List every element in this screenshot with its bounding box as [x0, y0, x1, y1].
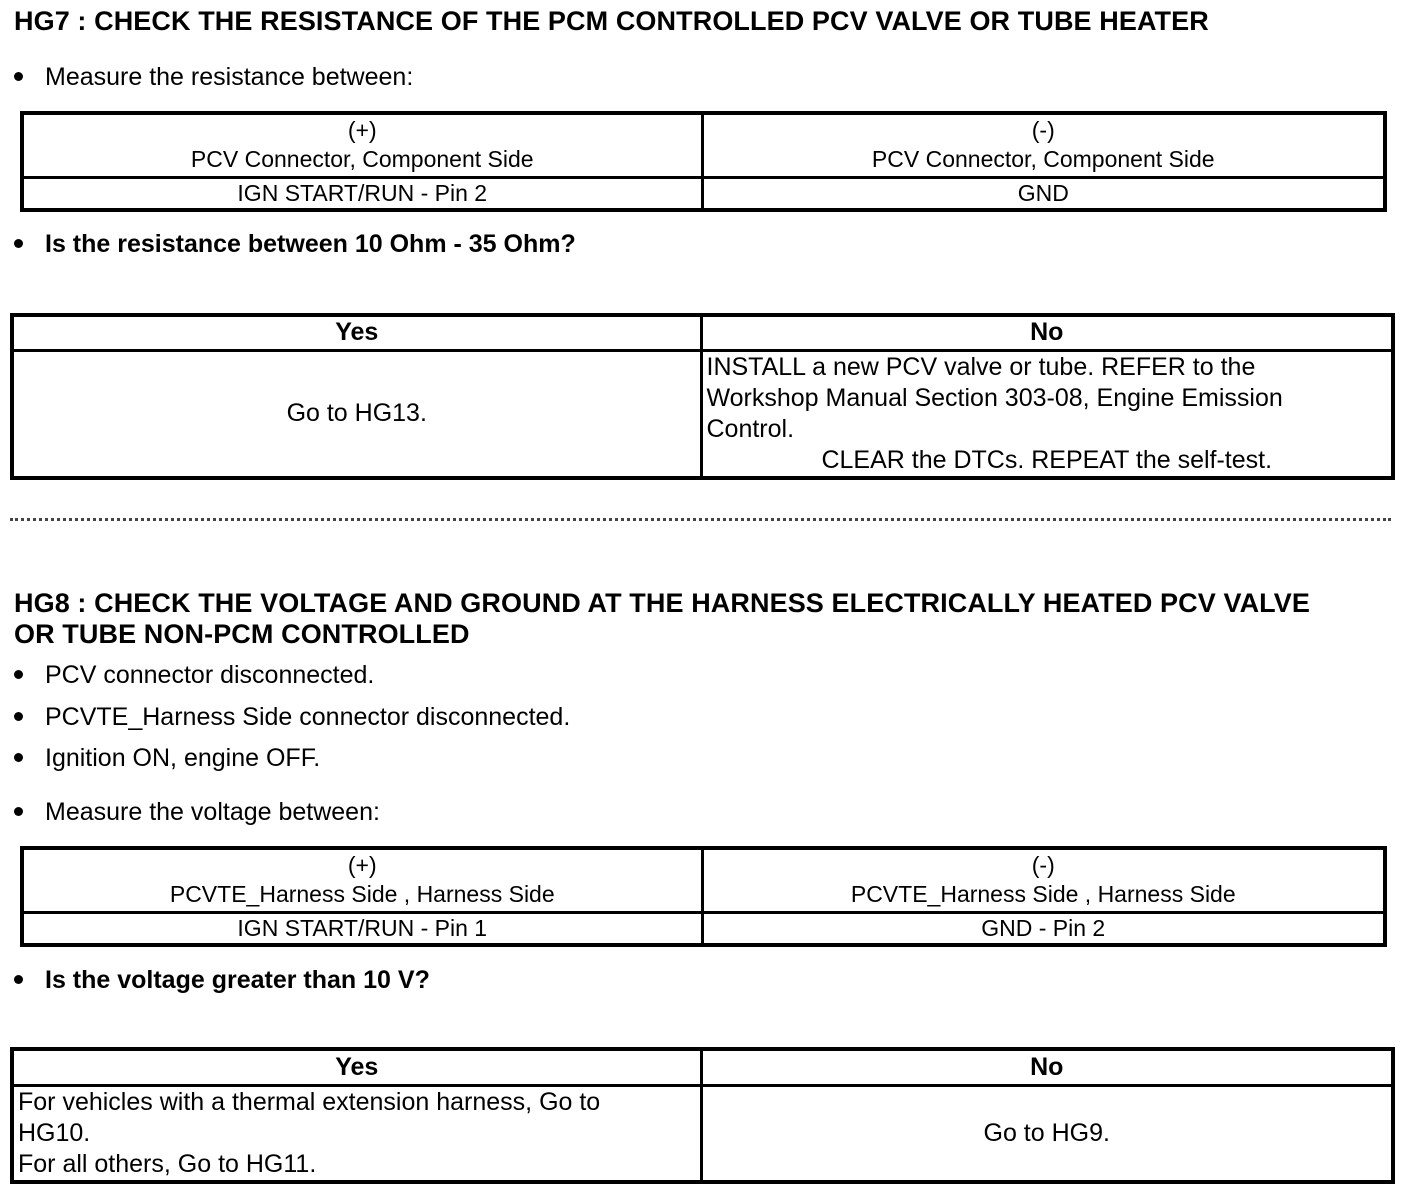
hg8-condition-item	[14, 743, 320, 773]
hg8-condition-item	[14, 660, 374, 690]
plus-connector: PCV Connector, Component Side	[190, 146, 534, 173]
hg8-no-action: Go to HG9.	[701, 1085, 1393, 1182]
table-row	[22, 848, 1385, 912]
hg7-title: HG7 : CHECK THE RESISTANCE OF THE PCM CONTROLLED PCV VALVE OR TUBE HEATER	[14, 6, 1209, 36]
hg8-plus-pin: IGN START/RUN - Pin 1	[22, 912, 702, 945]
bullet-icon	[14, 807, 23, 816]
yes-header: Yes	[12, 315, 701, 350]
hg8-condition-item	[14, 702, 570, 732]
condition-text: PCVTE_Harness Side connector disconnected.	[45, 703, 571, 731]
hg8-measure-table	[20, 846, 1387, 947]
yes-action-line: HG10.	[18, 1118, 91, 1147]
no-action-line: CLEAR the DTCs. REPEAT the self-test.	[821, 445, 1273, 474]
hg8-question-text: Is the voltage greater than 10 V?	[45, 966, 430, 994]
hg8-plus-header	[22, 848, 702, 912]
no-action-line: Control.	[706, 414, 795, 443]
table-row	[12, 1085, 1393, 1182]
hg7-measure-label: Measure the resistance between:	[45, 63, 414, 91]
hg7-question	[14, 229, 576, 259]
table-row	[12, 1049, 1393, 1085]
minus-symbol: (-)	[1031, 852, 1055, 879]
hg8-measure-instruction	[14, 797, 380, 827]
minus-connector: PCV Connector, Component Side	[871, 146, 1215, 173]
plus-symbol: (+)	[347, 852, 377, 879]
table-row	[22, 113, 1385, 177]
no-header: No	[701, 1049, 1393, 1085]
hg7-answer-table	[10, 313, 1395, 480]
hg7-plus-pin: IGN START/RUN - Pin 2	[22, 177, 702, 210]
table-row	[12, 350, 1393, 478]
hg7-question-text: Is the resistance between 10 Ohm - 35 Ohm?	[45, 230, 576, 258]
yes-action-line: For all others, Go to HG11.	[18, 1149, 317, 1178]
plus-connector: PCVTE_Harness Side , Harness Side	[169, 881, 555, 908]
no-action-line: Workshop Manual Section 303-08, Engine Emission	[706, 383, 1283, 412]
hg7-measure-table	[20, 111, 1387, 212]
yes-action-line: For vehicles with a thermal extension harness, Go to	[18, 1087, 601, 1116]
hg8-yes-action	[12, 1085, 701, 1182]
bullet-icon	[14, 239, 23, 248]
hg8-title-line: OR TUBE NON-PCM CONTROLLED	[14, 619, 470, 649]
table-row	[22, 177, 1385, 210]
hg7-minus-header	[702, 113, 1385, 177]
plus-symbol: (+)	[347, 117, 377, 144]
hg8-minus-header	[702, 848, 1385, 912]
bullet-icon	[14, 670, 23, 679]
hg7-minus-pin: GND	[702, 177, 1385, 210]
bullet-icon	[14, 712, 23, 721]
yes-header: Yes	[12, 1049, 701, 1085]
condition-text: Ignition ON, engine OFF.	[45, 744, 321, 772]
bullet-icon	[14, 975, 23, 984]
bullet-icon	[14, 72, 23, 81]
hg8-answer-table	[10, 1047, 1395, 1184]
table-row	[12, 315, 1393, 350]
hg8-minus-pin: GND - Pin 2	[702, 912, 1385, 945]
hg8-question	[14, 965, 430, 995]
hg7-measure-instruction	[14, 62, 413, 92]
table-row	[22, 912, 1385, 945]
minus-symbol: (-)	[1031, 117, 1055, 144]
condition-text: PCV connector disconnected.	[45, 661, 375, 689]
hg8-measure-label: Measure the voltage between:	[45, 798, 380, 826]
hg7-yes-action: Go to HG13.	[12, 350, 701, 478]
section-divider	[10, 518, 1391, 521]
bullet-icon	[14, 753, 23, 762]
no-header: No	[701, 315, 1393, 350]
minus-connector: PCVTE_Harness Side , Harness Side	[850, 881, 1236, 908]
no-action-line: INSTALL a new PCV valve or tube. REFER to the	[706, 352, 1256, 381]
hg7-no-action	[701, 350, 1393, 478]
hg7-plus-header	[22, 113, 702, 177]
hg8-title-line: HG8 : CHECK THE VOLTAGE AND GROUND AT THE HARNESS ELECTRICALLY HEATED PCV VALVE	[14, 588, 1310, 618]
hg8-title	[14, 588, 1310, 650]
